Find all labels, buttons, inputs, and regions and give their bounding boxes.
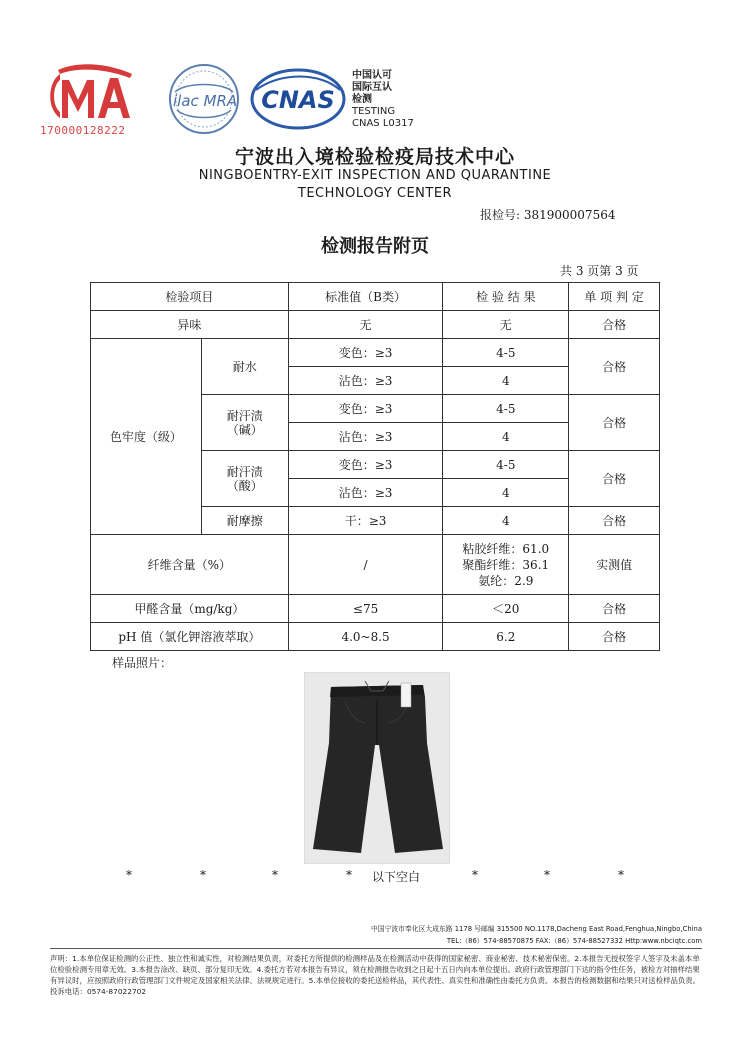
odor-item: 异味 [91,311,289,339]
trousers-image-icon [305,673,449,863]
header-result: 检 验 结 果 [443,283,569,311]
header-standard: 标准值（B类） [288,283,443,311]
result-cell: 4-5 [443,339,569,367]
cma-number: 170000128222 [40,124,126,137]
ph-result: 6.2 [443,623,569,651]
page-title: 检测报告附页 [321,236,429,257]
result-cell: 4-5 [443,451,569,479]
footer-divider [50,948,702,949]
ph-verdict: 合格 [569,623,660,651]
table-header-row [91,283,660,311]
verdict-cell: 合格 [569,451,660,507]
fiber-result-line: 聚酯纤维：36.1 [462,557,550,572]
fiber-item: 纤维含量（%） [91,535,289,595]
star-marker: * [126,868,132,882]
perspiration-acid-label [201,451,288,507]
table-row-fiber [91,535,660,595]
org-name-en-line1: NINGBOENTRY-EXIT INSPECTION AND QUARANTINE [198,168,552,183]
end-marker-row [90,868,660,886]
cnas-line: 检测 [352,94,372,105]
end-text: 以下空白 [372,870,421,884]
cnas-accreditation-text [352,70,414,130]
fiber-result-line: 氨纶：2.9 [478,573,534,588]
standard-cell: 沾色：≥3 [288,479,443,507]
cnas-line: 中国认可 [352,70,392,81]
water-label: 耐水 [201,339,288,395]
colorfastness-label: 色牢度（级） [91,339,202,535]
ilac-mra-logo-icon [165,62,243,136]
star-marker: * [200,868,206,882]
table-row-odor [91,311,660,339]
fiber-verdict: 实测值 [569,535,660,595]
report-number: 报检号: 381900007564 [480,208,616,222]
odor-standard: 无 [288,311,443,339]
verdict-cell: 合格 [569,339,660,395]
standard-cell: 干：≥3 [288,507,443,535]
group-name-line: （酸） [226,478,263,493]
footer-address: 中国宁波市奉化区大成东路 1178 号邮编 315500 NO.1178,Dacheng East Road,Fenghua,Ningbo,China [371,925,702,933]
standard-cell: 变色：≥3 [288,339,443,367]
ph-item: pH 值（氯化钾溶液萃取） [91,623,289,651]
sample-photo-label: 样品照片： [112,656,173,670]
fiber-standard: / [288,535,443,595]
fiber-results [443,535,569,595]
standard-cell: 变色：≥3 [288,451,443,479]
star-marker: * [272,868,278,882]
star-marker: * [472,868,478,882]
footer-contact: TEL:（86）574-88570875 FAX:（86）574-88527332 Http:www.nbciqtc.com [446,937,702,945]
result-cell: 4 [443,507,569,535]
results-table [90,282,660,651]
cnas-logo-icon [250,68,346,130]
odor-result: 无 [443,311,569,339]
result-cell: 4-5 [443,395,569,423]
formaldehyde-verdict: 合格 [569,595,660,623]
cnas-logo-text: CNAS [261,86,335,114]
standard-cell: 沾色：≥3 [288,367,443,395]
page-count: 共 3 页第 3 页 [560,264,639,278]
cnas-line: TESTING [352,106,396,117]
formaldehyde-result: ＜20 [443,595,569,623]
formaldehyde-standard: ≤75 [288,595,443,623]
fiber-result-line: 粘胶纤维：61.0 [462,541,550,556]
table-row-ph [91,623,660,651]
result-cell: 4 [443,367,569,395]
standard-cell: 沾色：≥3 [288,423,443,451]
verdict-cell: 合格 [569,395,660,451]
standard-cell: 变色：≥3 [288,395,443,423]
group-name-line: （碱） [226,422,263,437]
group-name-line: 耐汗渍 [226,408,263,423]
formaldehyde-item: 甲醛含量（mg/kg） [91,595,289,623]
odor-verdict: 合格 [569,311,660,339]
result-cell: 4 [443,479,569,507]
org-name-en-line2: TECHNOLOGY CENTER [297,186,453,201]
star-marker: * [618,868,624,882]
table-row-formaldehyde [91,595,660,623]
group-name-line: 耐汗渍 [226,464,263,479]
org-name-cn: 宁波出入境检验检疫局技术中心 [234,146,515,168]
rubbing-label: 耐摩擦 [201,507,288,535]
result-cell: 4 [443,423,569,451]
star-marker: * [544,868,550,882]
header-verdict: 单 项 判 定 [569,283,660,311]
table-row [91,339,660,367]
footer-disclaimer: 声明：1.本单位保证检测的公正性、独立性和诚实性，对检测结果负责，对委托方所提供的检测样品及在检测活动中获得的国家秘密、商业秘密、技术秘密保密。2.本报告无授权签字人签字及未盖本单位检验检测专用章无效。3.本报告涂改、缺页、部分复印无效。4.委托方若对本报告有异议，须在检测报告收到之日起十五日内向本单位提出。政府行政管理部门下达的指令性任务，被检方对抽样结果有异议时，应按照政府行政管理部门文件规定及国家相关法律、法规规定进行。5.本单位接收的委托送检样品，其代表性、真实性和准确性由委托方负责。本报告的检测数据和结果只对送检样品负责。投诉电话：0574-87022702 [50,954,701,996]
perspiration-alkaline-label [201,395,288,451]
cnas-line: CNAS L0317 [352,118,414,129]
ph-standard: 4.0~8.5 [288,623,443,651]
verdict-cell: 合格 [569,507,660,535]
sample-photo [304,672,450,864]
header-item: 检验项目 [91,283,289,311]
ilac-text: ilac MRA [173,92,238,110]
star-marker: * [346,868,352,882]
cnas-line: 国际互认 [352,82,392,93]
